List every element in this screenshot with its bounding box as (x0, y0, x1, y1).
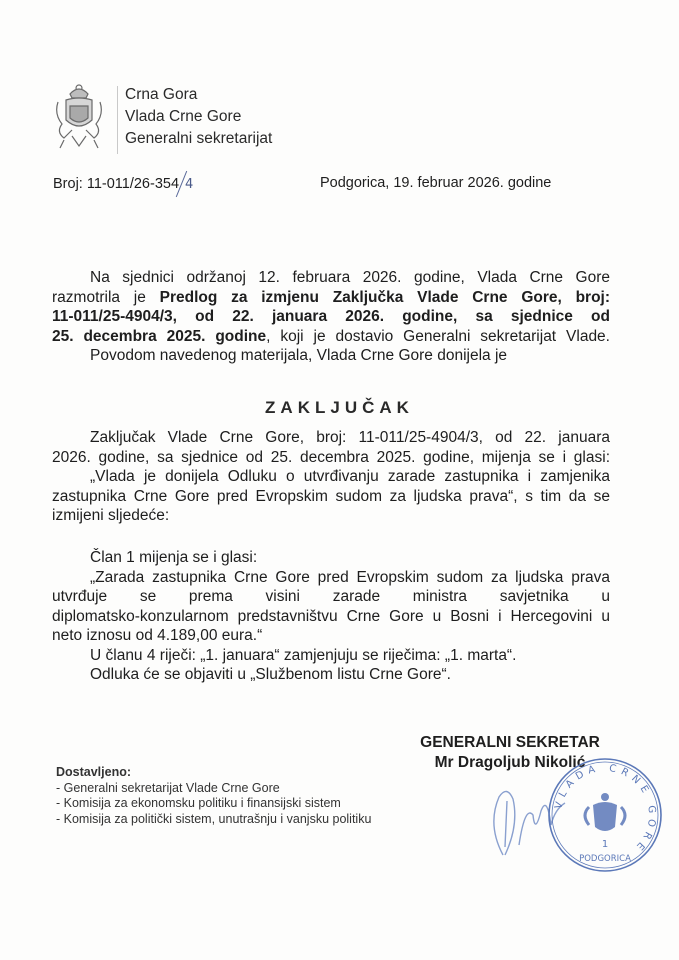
article-line: „Zarada zastupnika Crne Gore pred Evropskim sudom za ljudska prava (90, 568, 610, 586)
institution-name (125, 84, 272, 150)
coat-of-arms-icon (50, 80, 108, 152)
signatory-title: GENERALNI SEKRETAR (420, 734, 600, 751)
letterhead (48, 78, 308, 158)
intro-paragraph (52, 268, 610, 366)
conclusion-paragraph (52, 428, 610, 526)
intro-line: 25. decembra 2025. godine, koji je dostavio Generalni sekretarijat Vlade. (52, 327, 610, 345)
place-date: Podgorica, 19. februar 2026. godine (320, 175, 552, 191)
reference-number (53, 170, 193, 198)
reference-label: Broj: 11-011/26-354 (53, 176, 180, 192)
svg-text:PODGORICA: PODGORICA (579, 854, 631, 864)
distribution-item: - Komisija za ekonomsku politiku i finansijski sistem (56, 796, 341, 810)
svg-text:VLADA CRNE GORE: VLADA CRNE GORE (553, 762, 658, 856)
secretariat-name: Generalni sekretarijat (125, 130, 273, 147)
intro-line: Na sjednici održanoj 12. februara 2026. godine, Vlada Crne Gore (90, 269, 610, 286)
distribution-item: - Komisija za politički sistem, unutrašnju i vanjsku politiku (56, 811, 372, 826)
document-title: ZAKLJUČAK (265, 398, 414, 417)
conclusion-line: „Vlada je donijela Odluku o utvrđivanju zarade zastupnika i zamjenika (90, 468, 610, 485)
article-line: Član 1 mijenja se i glasi: (90, 549, 258, 566)
svg-text:1: 1 (601, 839, 609, 850)
article-line: U članu 4 riječi: „1. januara“ zamjenjuju se riječima: „1. marta“. (90, 646, 517, 664)
conclusion-line: zastupnika Crne Gore pred Evropskim sudom za ljudska prava“, s tim da se (52, 487, 610, 505)
distribution-heading: Dostavljeno: (56, 765, 132, 779)
distribution-item: - Generalni sekretarijat Vlade Crne Gore (56, 780, 280, 795)
header-divider (117, 86, 118, 154)
handwritten-suffix: 4 (185, 177, 194, 192)
intro-line: razmotrila je Predlog za izmjenu Zaključka Vlade Crne Gore, broj: (52, 288, 611, 306)
conclusion-line: 2026. godine, sa sjednice od 25. decembra 2025. godine, mijenja se i glasi: (52, 448, 610, 466)
government-name: Vlada Crne Gore (125, 108, 242, 125)
article-line: diplomatsko-konzularnom predstavništvu Crne Gore u Bosni i Hercegovini u (52, 607, 610, 625)
conclusion-line: izmijeni sljedeće: (52, 507, 170, 524)
article-line: utvrđuje se prema visini zarade ministra savjetnika u (52, 588, 610, 605)
conclusion-line: Zaključak Vlade Crne Gore, broj: 11-011/25-4904/3, od 22. januara (90, 429, 610, 446)
distribution-list (56, 765, 371, 827)
official-stamp-icon (545, 755, 665, 875)
intro-line: 11-011/25-4904/3, od 22. januara 2026. godine, sa sjednice od (52, 308, 610, 325)
signatory-name: Mr Dragoljub Nikolić (434, 754, 586, 771)
article-line: Odluka će se objaviti u „Službenom listu Crne Gore“. (90, 666, 451, 683)
article-paragraph (52, 548, 610, 685)
country-name: Crna Gora (125, 86, 198, 103)
intro-line: Povodom navedenog materijala, Vlada Crne Gore donijela je (90, 347, 508, 364)
article-line: neto iznosu od 4.189,00 eura.“ (52, 627, 263, 644)
